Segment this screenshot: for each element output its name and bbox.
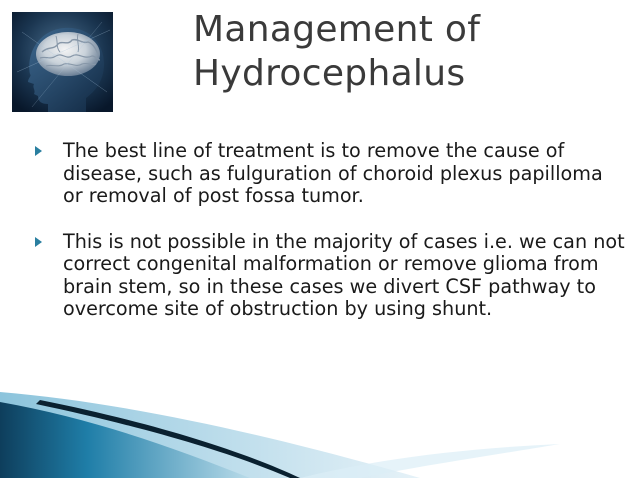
title-line-1: Management of bbox=[193, 9, 481, 50]
decorative-swoosh bbox=[0, 388, 638, 478]
triangle-right-icon bbox=[35, 237, 42, 247]
title-line-2: Hydrocephalus bbox=[193, 53, 466, 94]
slide-title bbox=[193, 8, 623, 96]
triangle-right-icon bbox=[35, 146, 42, 156]
brain-head-image bbox=[12, 12, 113, 112]
bullet-list bbox=[35, 140, 625, 344]
bullet-item bbox=[35, 140, 625, 208]
bullet-text: This is not possible in the majority of cases i.e. we can not correct congenital malformation or remove glioma from brain stem, so in these cases we divert CSF pathway to overcome site of obstruction by using shunt. bbox=[63, 229, 625, 320]
bullet-item bbox=[35, 231, 625, 321]
bullet-text: The best line of treatment is to remove the cause of disease, such as fulguration of choroid plexus papilloma or removal of post fossa tumor. bbox=[63, 139, 603, 207]
